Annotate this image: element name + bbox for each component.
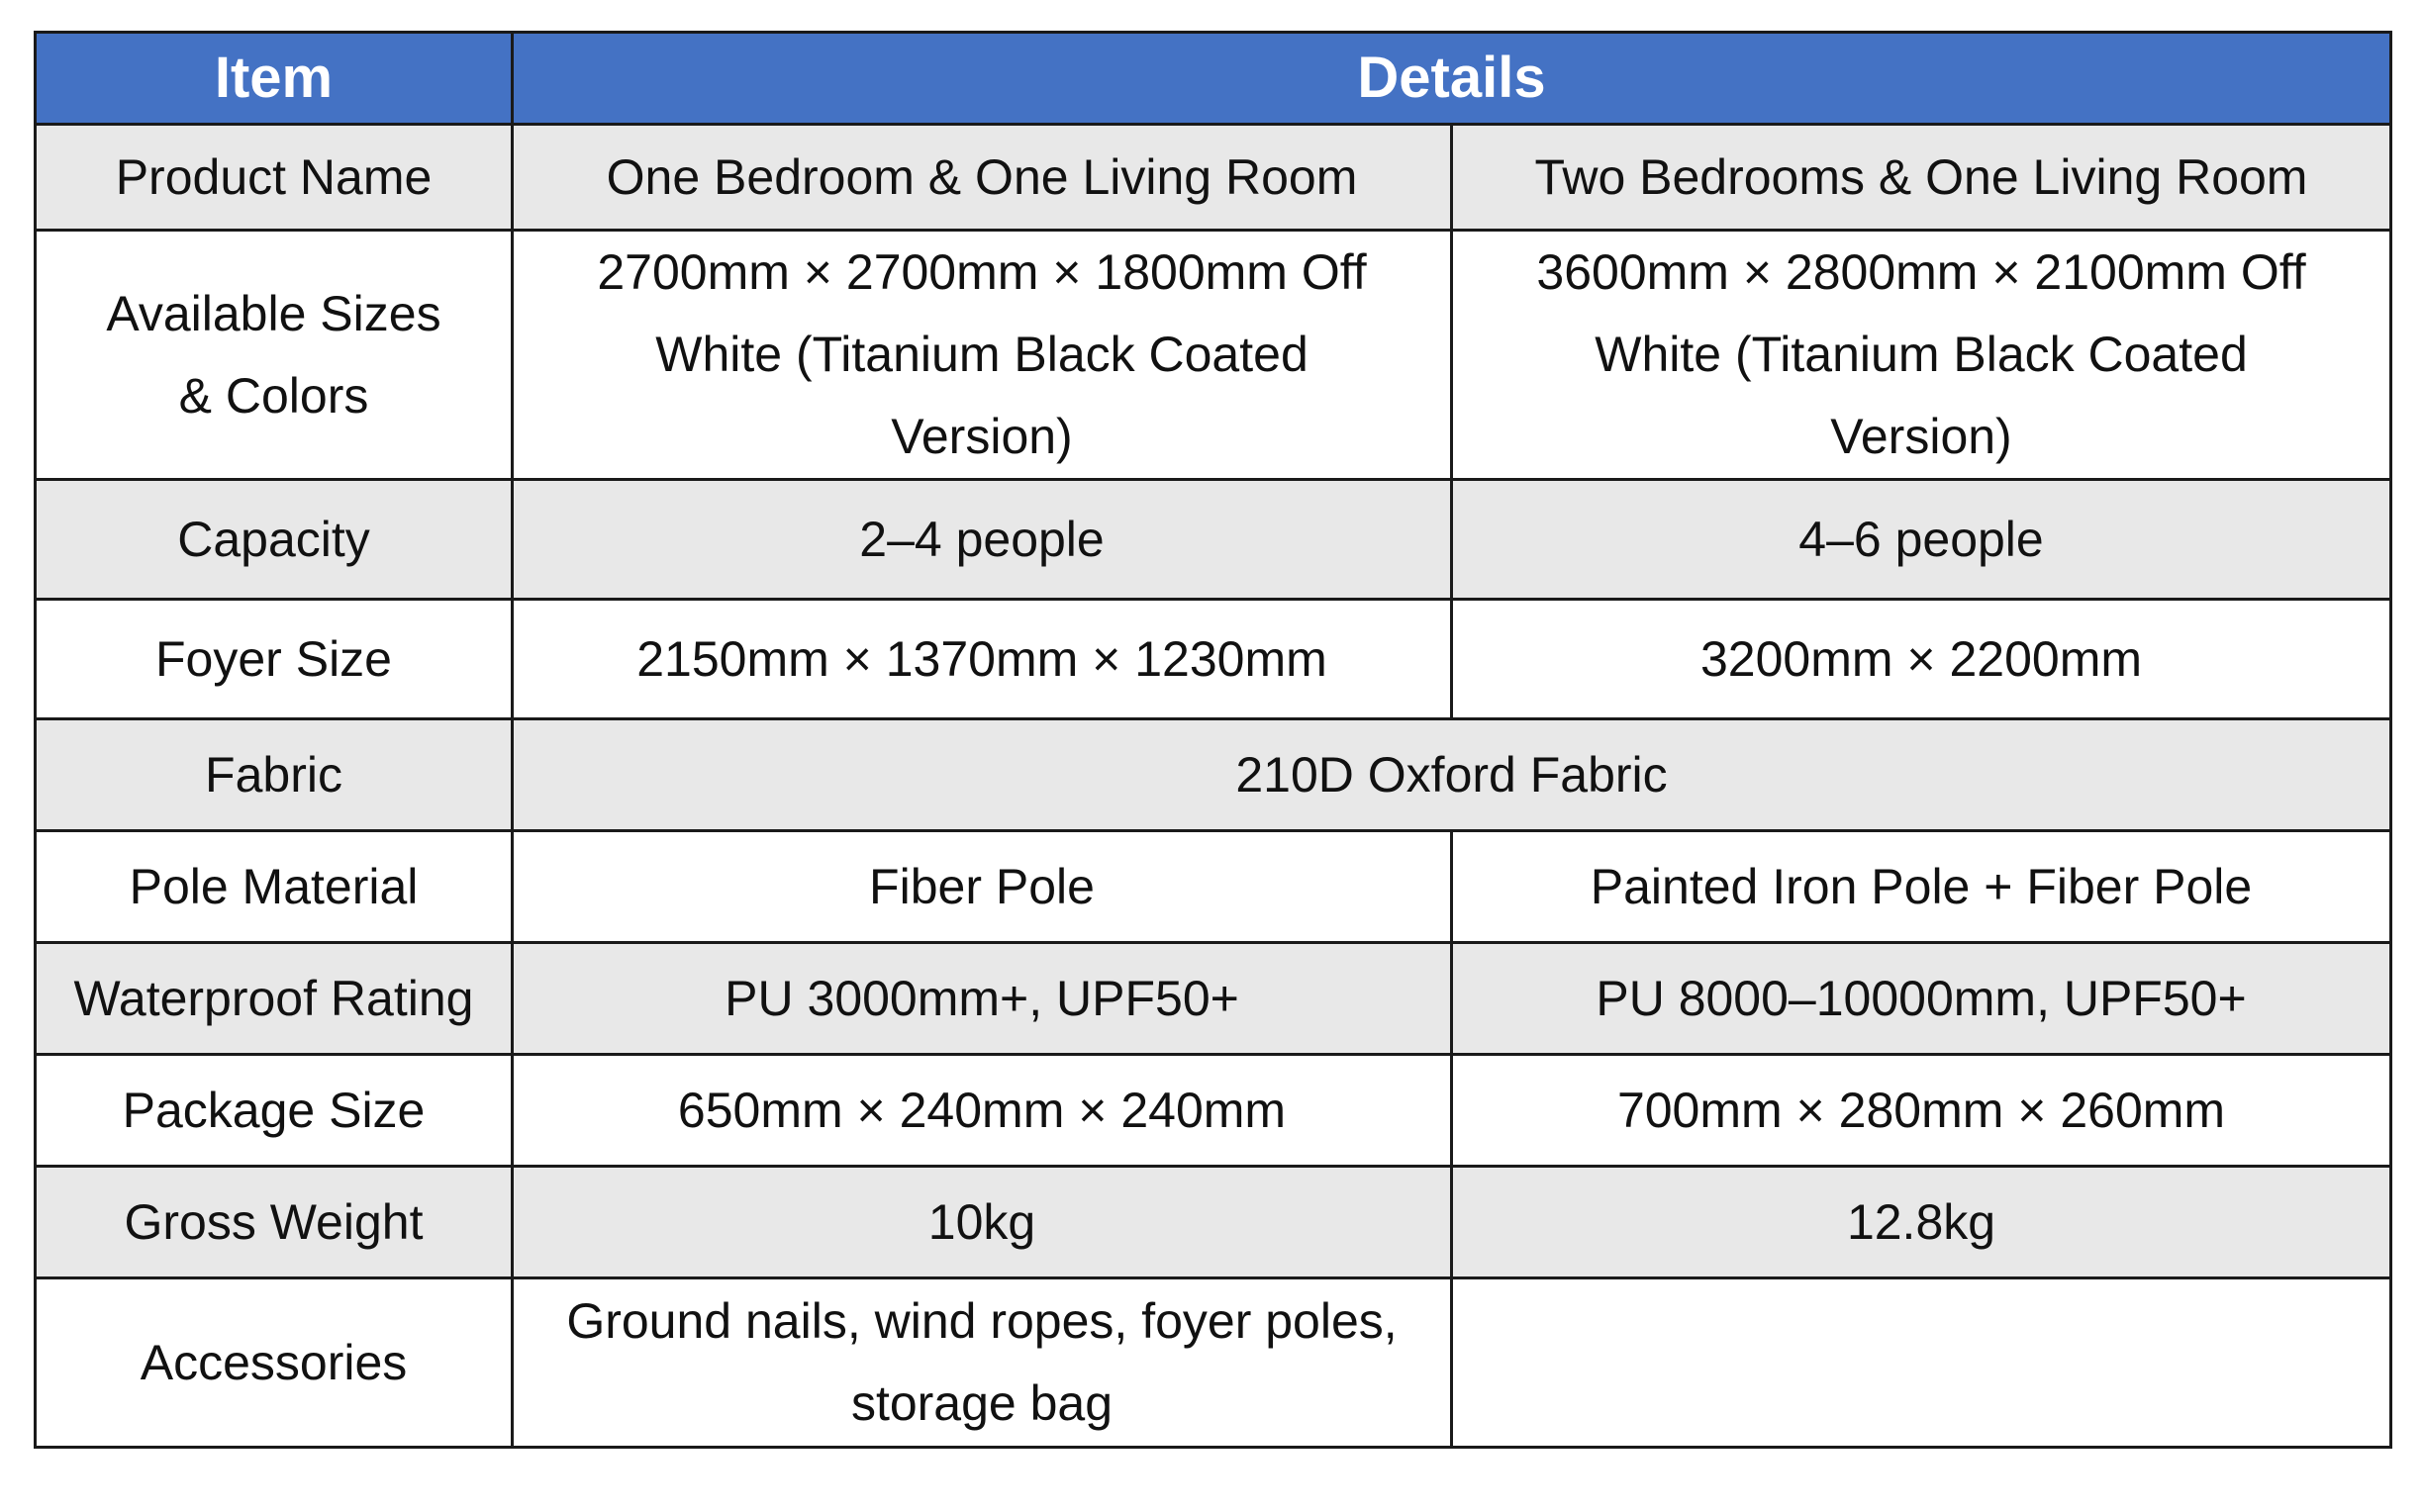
- cell-one-bedroom: 2700mm × 2700mm × 1800mm Off White (Titanium Black Coated Version): [513, 231, 1452, 480]
- row-label: Fabric: [36, 719, 513, 831]
- row-label: Gross Weight: [36, 1167, 513, 1278]
- cell-two-bedrooms: PU 8000–10000mm, UPF50+: [1452, 943, 2391, 1055]
- row-label: Capacity: [36, 480, 513, 600]
- table-row: [36, 831, 2391, 943]
- cell-one-bedroom: 10kg: [513, 1167, 1452, 1278]
- cell-two-bedrooms: 4–6 people: [1452, 480, 2391, 600]
- row-label: Foyer Size: [36, 600, 513, 719]
- row-label: Waterproof Rating: [36, 943, 513, 1055]
- cell-one-bedroom: One Bedroom & One Living Room: [513, 125, 1452, 231]
- row-label: Accessories: [36, 1278, 513, 1448]
- row-label: Package Size: [36, 1055, 513, 1167]
- row-label: Product Name: [36, 125, 513, 231]
- table-row: [36, 480, 2391, 600]
- cell-one-bedroom: 650mm × 240mm × 240mm: [513, 1055, 1452, 1167]
- cell-two-bedrooms: Two Bedrooms & One Living Room: [1452, 125, 2391, 231]
- spec-table-container: [34, 31, 2392, 1449]
- cell-two-bedrooms: [1452, 1278, 2391, 1448]
- table-header-row: [36, 33, 2391, 125]
- table-row: [36, 231, 2391, 480]
- table-row: [36, 600, 2391, 719]
- header-item: Item: [36, 33, 513, 125]
- cell-two-bedrooms: 700mm × 280mm × 260mm: [1452, 1055, 2391, 1167]
- cell-one-bedroom: PU 3000mm+, UPF50+: [513, 943, 1452, 1055]
- row-label: Pole Material: [36, 831, 513, 943]
- cell-fabric-merged: 210D Oxford Fabric: [513, 719, 2391, 831]
- cell-two-bedrooms: 12.8kg: [1452, 1167, 2391, 1278]
- table-row: [36, 1278, 2391, 1448]
- cell-one-bedroom: 2–4 people: [513, 480, 1452, 600]
- table-row: [36, 1167, 2391, 1278]
- table-row: [36, 943, 2391, 1055]
- table-row: [36, 719, 2391, 831]
- row-label: Available Sizes & Colors: [36, 231, 513, 480]
- cell-two-bedrooms: Painted Iron Pole + Fiber Pole: [1452, 831, 2391, 943]
- cell-one-bedroom: Fiber Pole: [513, 831, 1452, 943]
- header-details: Details: [513, 33, 2391, 125]
- table-row: [36, 1055, 2391, 1167]
- cell-one-bedroom: Ground nails, wind ropes, foyer poles, storage bag: [513, 1278, 1452, 1448]
- cell-two-bedrooms: 3600mm × 2800mm × 2100mm Off White (Titanium Black Coated Version): [1452, 231, 2391, 480]
- cell-one-bedroom: 2150mm × 1370mm × 1230mm: [513, 600, 1452, 719]
- product-spec-table: [34, 31, 2392, 1449]
- cell-two-bedrooms: 3200mm × 2200mm: [1452, 600, 2391, 719]
- table-row: [36, 125, 2391, 231]
